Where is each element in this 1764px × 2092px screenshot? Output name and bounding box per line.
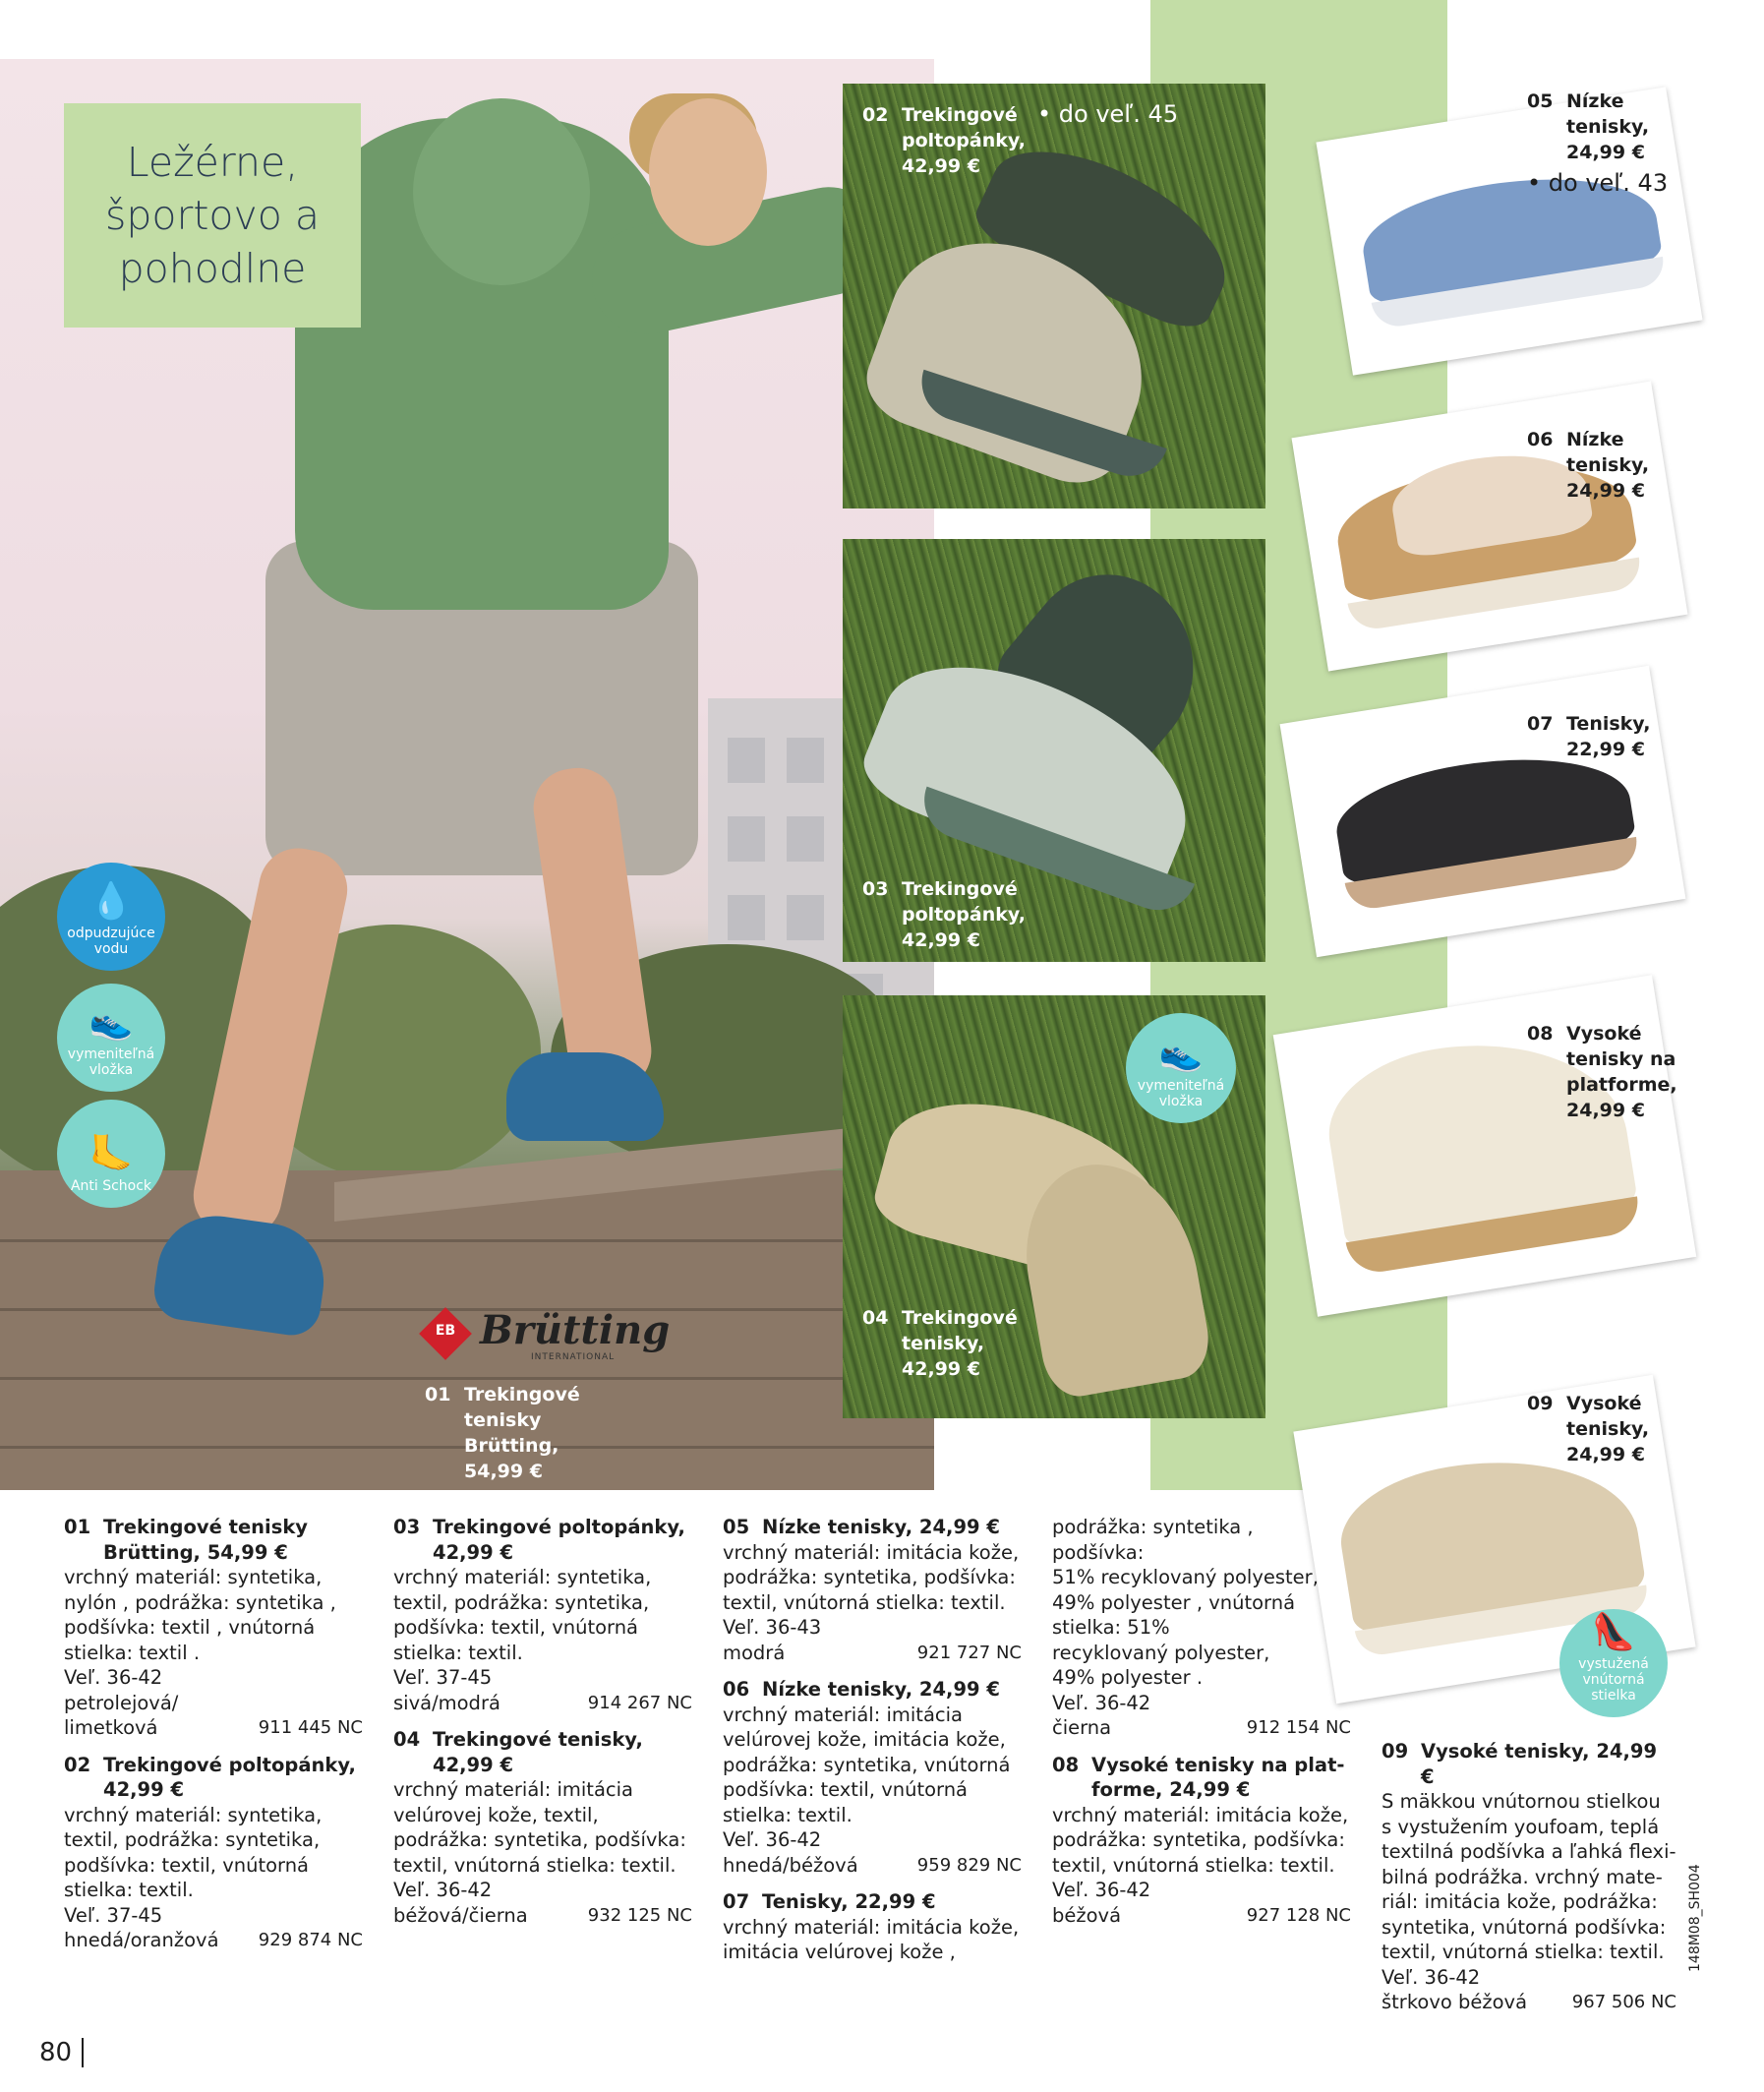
product-08	[1052, 1753, 1351, 1929]
size-note-05: • do veľ. 43	[1527, 169, 1669, 197]
product-05	[723, 1515, 1022, 1665]
product-code: 967 506 NC	[1571, 1992, 1676, 2012]
product-color: petrolejová/ limetková	[64, 1691, 179, 1739]
product-code: 921 727 NC	[916, 1642, 1022, 1663]
image-label-01	[425, 1382, 580, 1482]
page-number: 80	[39, 2038, 73, 2067]
product-desc: vrchný materiál: imitácia velúrovej kože, imitácia kože, podrážka: syntetika, vnútorná podšívka: textil, vnútorná stielka: textil. Veľ. 36-42	[723, 1703, 1011, 1851]
label-text: Tenisky, 22,99 €	[1566, 713, 1651, 760]
image-label-03	[862, 876, 1027, 951]
label-text: Vysoké tenisky, 24,99 €	[1566, 1393, 1650, 1465]
product-color: béžová/čierna	[393, 1903, 528, 1927]
badge-insole-photo-label: vymeniteľná vložka	[1137, 1078, 1225, 1109]
badge-reinforced-insole	[1559, 1609, 1668, 1717]
product-color: béžová	[1052, 1903, 1122, 1927]
badge-anti-shock	[57, 1100, 165, 1208]
label-text: Nízke tenisky, 24,99 €	[1566, 429, 1650, 502]
label-num: 05	[1527, 90, 1554, 112]
product-desc: vrchný materiál: imitácia kože, imitácia velúrovej kože ,	[723, 1915, 1020, 1963]
product-07-continued	[1052, 1515, 1351, 1741]
product-02	[64, 1753, 363, 1953]
product-title: Vysoké tenisky, 24,99 €	[1421, 1740, 1658, 1788]
product-num: 01	[64, 1516, 91, 1538]
label-num: 02	[862, 104, 889, 126]
brand-name: Brütting	[480, 1307, 671, 1353]
image-label-04	[862, 1305, 1018, 1380]
image-label-02	[862, 102, 1027, 177]
badge-anti-shock-label: Anti Schock	[70, 1178, 152, 1194]
product-title: Trekingové tenisky, 42,99 €	[433, 1728, 643, 1776]
column-4	[1052, 1515, 1351, 1940]
product-desc: vrchný materiál: syntetika, nylón , podrážka: syntetika , podšívka: textil , vnútorná stielka: textil . Veľ. 36-42	[64, 1566, 336, 1689]
image-label-08	[1527, 1021, 1677, 1121]
product-title: Nízke tenisky, 24,99 €	[762, 1678, 1000, 1701]
product-num: 06	[723, 1678, 750, 1701]
label-text: Nízke tenisky, 24,99 €	[1566, 90, 1650, 163]
product-code: 959 829 NC	[916, 1854, 1022, 1876]
catalog-code: 148M08_SH004	[1687, 1864, 1703, 1972]
image-label-09	[1527, 1391, 1650, 1465]
product-code: 932 125 NC	[587, 1904, 692, 1926]
product-01	[64, 1515, 363, 1741]
product-title: Vysoké tenisky na plat- forme, 24,99 €	[1091, 1753, 1345, 1801]
product-title: Tenisky, 22,99 €	[762, 1890, 936, 1913]
product-04	[393, 1727, 692, 1928]
label-num: 06	[1527, 429, 1554, 450]
label-num: 08	[1527, 1023, 1554, 1045]
brand-logo	[423, 1303, 678, 1362]
product-color: modrá	[723, 1641, 786, 1664]
product-desc: vrchný materiál: imitácia kože, podrážka: syntetika, podšívka: textil, vnútorná stielka: textil. Veľ. 36-43	[723, 1540, 1020, 1639]
product-desc: S mäkkou vnútornou stielkou s vystužením youfoam, teplá textilná podšívka a ľahká flexi- bilná podrážka. vrchný mate- riál: imitácia kože, podrážka: syntetika, vnútorná podšívka: textil, vnútorná stielka: textil. Veľ. 36-42	[1382, 1790, 1676, 1989]
badge-reinforced-label: vystužená vnútorná stielka	[1578, 1656, 1649, 1703]
product-color: čierna	[1052, 1716, 1112, 1739]
column-3	[723, 1515, 1022, 1977]
product-06	[723, 1677, 1022, 1878]
badge-insole-label: vymeniteľná vložka	[67, 1046, 155, 1078]
column-2	[393, 1515, 692, 1940]
badge-water-repellent	[57, 863, 165, 971]
product-title: Trekingové poltopánky, 42,99 €	[103, 1753, 356, 1801]
image-label-06	[1527, 427, 1650, 502]
product-color: hnedá/oranžová	[64, 1929, 219, 1951]
label-num: 07	[1527, 713, 1554, 735]
badge-insole	[57, 984, 165, 1092]
headline: Ležérne, športovo a pohodlne	[105, 139, 320, 292]
product-desc-continued: podrážka: syntetika , podšívka: 51% recyklovaný polyester, 49% polyester , vnútorná stielka: 51% recyklovaný polyester, 49% polyester . Veľ. 36-42	[1052, 1516, 1319, 1714]
label-text: Trekingové poltopánky, 42,99 €	[902, 104, 1027, 177]
product-03	[393, 1515, 692, 1715]
label-text: Trekingové poltopánky, 42,99 €	[902, 878, 1027, 951]
label-text: Trekingové tenisky, 42,99 €	[902, 1307, 1018, 1380]
product-code: 927 128 NC	[1246, 1904, 1351, 1926]
column-1	[64, 1515, 363, 1965]
product-num: 04	[393, 1728, 421, 1751]
headline-box	[64, 103, 361, 328]
image-label-05	[1527, 89, 1650, 163]
product-desc: vrchný materiál: imitácia velúrovej kože, textil, podrážka: syntetika, podšívka: textil, vnútorná stielka: textil. Veľ. 36-42	[393, 1778, 686, 1901]
product-num: 08	[1052, 1753, 1080, 1776]
product-num: 07	[723, 1890, 750, 1913]
brand-sub: INTERNATIONAL	[531, 1352, 616, 1362]
product-color: štrkovo béžová	[1382, 1991, 1528, 2013]
product-num: 02	[64, 1753, 91, 1776]
model-head	[649, 98, 767, 246]
product-code: 911 445 NC	[258, 1717, 363, 1738]
badge-water-label: odpudzujúce vodu	[67, 926, 155, 957]
label-text: Vysoké tenisky na platforme, 24,99 €	[1566, 1023, 1677, 1121]
size-note-02: • do veľ. 45	[1037, 100, 1179, 128]
product-desc: vrchný materiál: imitácia kože, podrážka: syntetika, podšívka: textil, vnútorná stielka: textil. Veľ. 36-42	[1052, 1803, 1349, 1901]
label-num: 01	[425, 1384, 451, 1405]
product-num: 09	[1382, 1740, 1409, 1763]
product-09	[1382, 1739, 1676, 2015]
insole-icon: 👟	[1158, 1034, 1204, 1074]
badge-insole-photo	[1126, 1013, 1236, 1123]
column-5	[1382, 1739, 1676, 2027]
product-title: Trekingové poltopánky, 42,99 €	[433, 1516, 685, 1564]
label-text: Trekingové tenisky Brütting, 54,99 €	[464, 1384, 580, 1482]
page-divider	[82, 2038, 84, 2067]
image-label-07	[1527, 711, 1651, 760]
label-num: 09	[1527, 1393, 1554, 1414]
foot-icon: 🦶	[88, 1134, 134, 1174]
product-desc: vrchný materiál: syntetika, textil, podrážka: syntetika, podšívka: textil, vnútorná stielka: textil. Veľ. 37-45	[64, 1803, 323, 1927]
product-color: hnedá/béžová	[723, 1853, 858, 1877]
product-num: 05	[723, 1516, 750, 1538]
label-num: 03	[862, 878, 889, 900]
product-title: Trekingové tenisky Brütting, 54,99 €	[103, 1516, 309, 1564]
heel-shoe-icon: 👠	[1591, 1612, 1636, 1652]
product-color: sivá/modrá	[393, 1691, 500, 1714]
insole-icon: 👟	[88, 1002, 134, 1043]
product-code: 914 267 NC	[587, 1692, 692, 1713]
product-code: 912 154 NC	[1246, 1717, 1351, 1738]
brand-mark: EB	[435, 1323, 456, 1339]
product-num: 03	[393, 1516, 421, 1538]
product-desc: vrchný materiál: syntetika, textil, podrážka: syntetika, podšívka: textil, vnútorná stielka: textil. Veľ. 37-45	[393, 1566, 652, 1689]
product-title: Nízke tenisky, 24,99 €	[762, 1516, 1000, 1538]
product-code: 929 874 NC	[258, 1930, 363, 1950]
product-07	[723, 1889, 1022, 1965]
label-num: 04	[862, 1307, 889, 1329]
water-drop-icon: 💧	[88, 881, 134, 922]
